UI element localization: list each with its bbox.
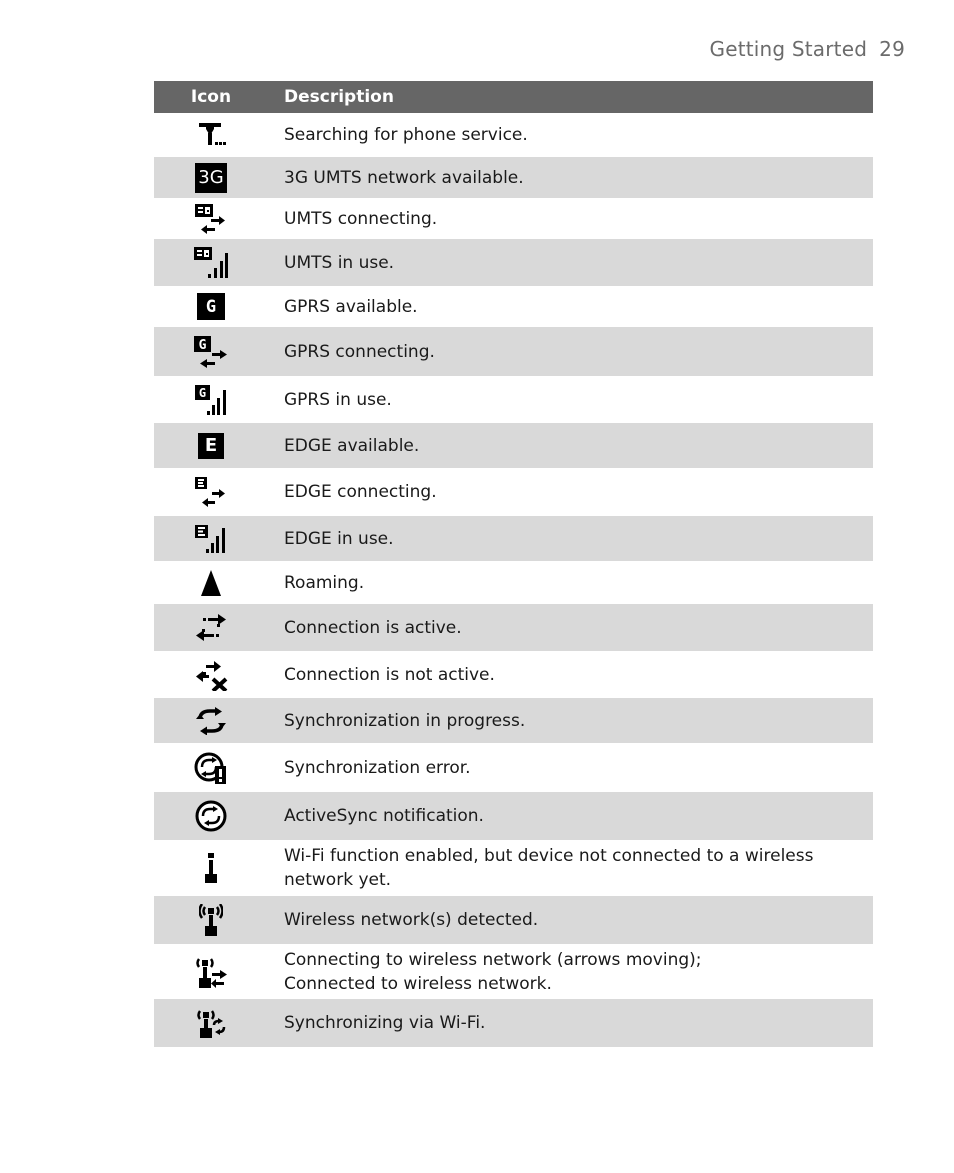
umts-connecting-icon	[195, 204, 227, 234]
table-row	[154, 516, 873, 561]
row-description: Searching for phone service.	[284, 125, 528, 145]
wifi-connecting-icon	[194, 956, 228, 988]
status-icon-table	[154, 81, 873, 1047]
row-description: EDGE connecting.	[284, 482, 437, 502]
activesync-notification-icon	[195, 800, 227, 832]
edge-available-icon: E	[198, 433, 224, 459]
table-row	[154, 604, 873, 651]
table-row	[154, 113, 873, 157]
sync-progress-icon	[194, 707, 228, 735]
table-row	[154, 743, 873, 792]
wifi-detected-icon	[199, 904, 223, 936]
umts-in-use-icon	[194, 247, 228, 279]
gprs-connecting-icon	[194, 336, 228, 368]
wifi-sync-icon	[195, 1008, 227, 1038]
connection-not-active-icon	[194, 659, 228, 691]
row-description-line-1: Connecting to wireless network (arrows moving);	[284, 949, 702, 970]
row-description: UMTS in use.	[268, 239, 873, 286]
column-header-icon: Icon	[154, 81, 268, 113]
table-row	[154, 286, 873, 327]
column-header-description: Description	[268, 81, 873, 113]
row-description: GPRS connecting.	[268, 327, 873, 376]
row-description: GPRS available.	[284, 296, 418, 317]
roaming-icon	[200, 570, 222, 596]
table-row	[154, 327, 873, 376]
table-row	[154, 239, 873, 286]
row-description: ActiveSync notification.	[268, 792, 873, 840]
table-row	[154, 651, 873, 698]
row-description: Synchronization in progress.	[268, 698, 873, 743]
3g-available-icon: 3G	[195, 163, 227, 193]
row-description: Synchronization error.	[284, 757, 471, 778]
row-description: Connection is active.	[268, 604, 873, 651]
table-row	[154, 944, 873, 999]
table-row	[154, 698, 873, 743]
row-description: UMTS connecting.	[284, 208, 438, 229]
table-row	[154, 468, 873, 516]
table-row	[154, 423, 873, 468]
table-row	[154, 157, 873, 198]
row-description	[268, 944, 873, 999]
row-description: EDGE in use.	[268, 516, 873, 561]
table-row	[154, 198, 873, 239]
row-description: Wi-Fi function enabled, but device not connected to a wireless network yet.	[284, 846, 814, 890]
row-description: Roaming.	[284, 572, 365, 593]
table-row	[154, 561, 873, 604]
row-description: Wireless network(s) detected.	[268, 896, 873, 944]
page-number: 29	[879, 37, 905, 61]
table-row	[154, 840, 873, 896]
gprs-available-icon: G	[197, 293, 225, 320]
table-row	[154, 792, 873, 840]
row-description-line-2: Connected to wireless network.	[284, 973, 552, 994]
row-description: 3G UMTS network available.	[268, 157, 873, 198]
section-title: Getting Started	[709, 37, 868, 61]
gprs-in-use-icon	[195, 385, 227, 415]
edge-connecting-icon	[195, 477, 227, 507]
svg-text:G: G	[198, 385, 207, 400]
table-header-row	[154, 81, 873, 113]
svg-text:G: G	[198, 337, 207, 353]
connection-active-icon	[195, 613, 227, 643]
table-row	[154, 896, 873, 944]
sync-error-icon	[194, 752, 228, 784]
table-row	[154, 999, 873, 1047]
row-description: Synchronizing via Wi-Fi.	[268, 999, 873, 1047]
wifi-enabled-icon	[204, 853, 218, 883]
row-description: Connection is not active.	[284, 664, 495, 685]
row-description: GPRS in use.	[284, 389, 392, 410]
edge-in-use-icon	[195, 525, 227, 553]
searching-signal-icon	[196, 121, 226, 149]
page-header	[710, 37, 906, 61]
row-description: EDGE available.	[268, 423, 873, 468]
table-row	[154, 376, 873, 423]
